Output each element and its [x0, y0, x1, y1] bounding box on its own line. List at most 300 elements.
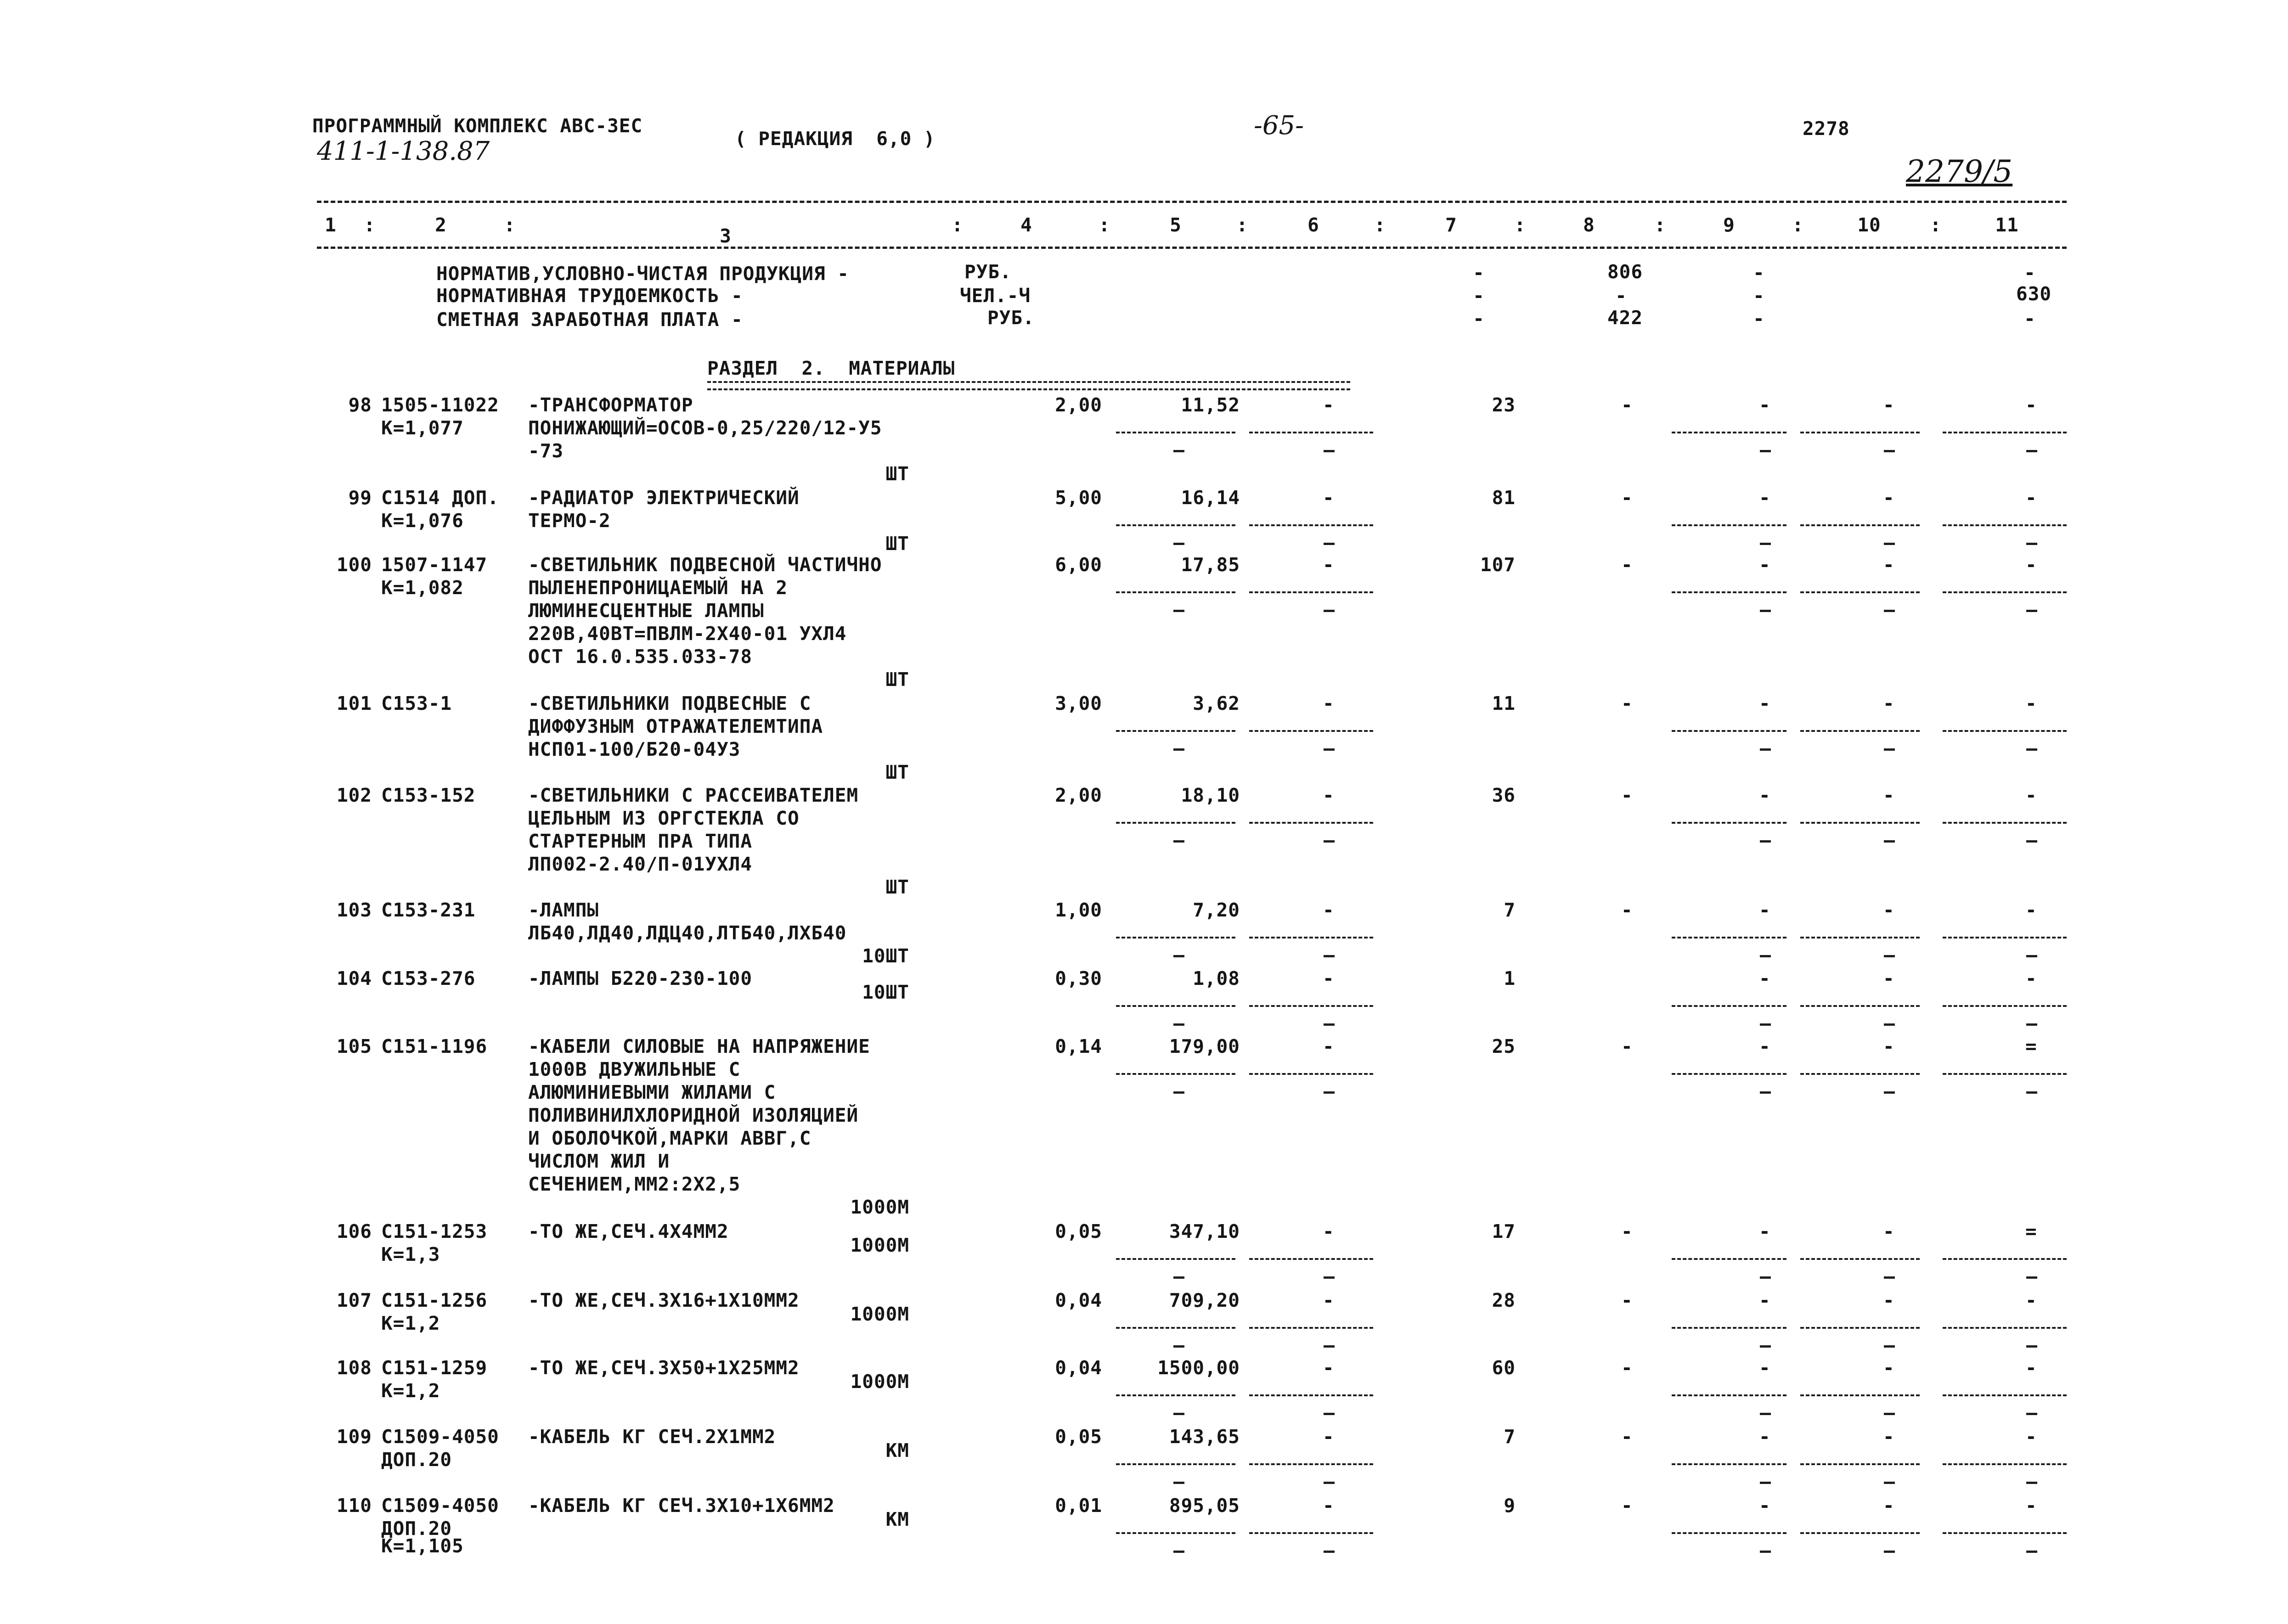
item-unit: 10ШТ	[862, 945, 909, 967]
item-coefficient: К=1,082	[381, 577, 464, 599]
c10-subtotal-rule	[1800, 1532, 1920, 1534]
header-rule-bottom	[317, 247, 2067, 249]
item-unit: ШТ	[885, 876, 909, 898]
c6-dash	[1324, 1276, 1335, 1279]
c11-subtotal-rule	[1943, 432, 2067, 433]
item-description-line: -ТРАНСФОРМАТОР	[528, 394, 693, 416]
item-number: 104	[336, 967, 372, 989]
item-description-line: -КАБЕЛЬ КГ СЕЧ.2Х1ММ2	[528, 1426, 776, 1448]
item-c8: -	[1621, 1357, 1633, 1379]
c10-subtotal-rule	[1800, 1005, 1920, 1007]
item-description-line: ДИФФУЗНЫМ ОТРАЖАТЕЛЕМТИПА	[528, 715, 823, 737]
item-c10: -	[1883, 1289, 1895, 1311]
item-c8: -	[1621, 487, 1633, 509]
c10-dash	[1884, 748, 1895, 751]
item-price: 3,62	[1193, 692, 1240, 714]
c9-subtotal-rule	[1672, 730, 1786, 732]
c10-dash	[1884, 840, 1895, 843]
col-num: 6	[1307, 214, 1319, 236]
item-description-line: И ОБОЛОЧКОЙ,МАРКИ АВВГ,С	[528, 1127, 812, 1149]
c9-dash	[1760, 1413, 1771, 1415]
c6-subtotal-rule	[1249, 1005, 1373, 1007]
item-code: С153-152	[381, 784, 476, 806]
c10-subtotal-rule	[1800, 591, 1920, 593]
item-total: 28	[1492, 1289, 1516, 1311]
col-num: 10	[1857, 214, 1881, 236]
c11-subtotal-rule	[1943, 937, 2067, 938]
item-description-line: -ТО ЖЕ,СЕЧ.4Х4ММ2	[528, 1220, 729, 1242]
col-num: 9	[1723, 214, 1735, 236]
item-coefficient: ДОП.20	[381, 1517, 452, 1540]
norm-label: НОРМАТИВ,УСЛОВНО-ЧИСТАЯ ПРОДУКЦИЯ -	[436, 263, 849, 285]
item-unit: ШТ	[885, 463, 909, 485]
item-number: 101	[336, 692, 372, 714]
item-c8: -	[1621, 1495, 1633, 1517]
item-c9: -	[1759, 1426, 1771, 1448]
item-number: 107	[336, 1289, 372, 1311]
item-unit: 1000М	[850, 1303, 909, 1325]
c10-dash	[1884, 1091, 1895, 1094]
item-description-line: -СВЕТИЛЬНИК ПОДВЕСНОЙ ЧАСТИЧНО	[528, 554, 882, 576]
item-c10: -	[1883, 394, 1895, 416]
c6-dash	[1324, 1482, 1335, 1484]
item-c11: -	[2025, 692, 2037, 714]
c10-subtotal-rule	[1800, 432, 1920, 433]
c9-dash	[1760, 1551, 1771, 1553]
price-dash	[1173, 840, 1184, 843]
c9-dash	[1760, 840, 1771, 843]
c6-dash	[1324, 450, 1335, 452]
item-c6: -	[1323, 692, 1335, 714]
item-code: С1509-4050	[381, 1495, 499, 1517]
item-c9: -	[1759, 1289, 1771, 1311]
item-price: 143,65	[1169, 1426, 1240, 1448]
price-dash	[1173, 1345, 1184, 1348]
item-c6: -	[1323, 1035, 1335, 1057]
item-c11: =	[2025, 1220, 2037, 1242]
item-unit: ШТ	[885, 533, 909, 555]
item-c9: -	[1759, 692, 1771, 714]
item-quantity: 2,00	[1055, 784, 1102, 806]
item-price: 709,20	[1169, 1289, 1240, 1311]
item-description-line: СТАРТЕРНЫМ ПРА ТИПА	[528, 830, 752, 852]
item-description-line: ЛП002-2.40/П-01УХЛ4	[528, 853, 752, 875]
item-c10: -	[1883, 1495, 1895, 1517]
item-c11: -	[2025, 967, 2037, 989]
section-title-underline	[707, 381, 1350, 390]
c10-dash	[1884, 543, 1895, 545]
c9-dash	[1760, 1345, 1771, 1348]
norm-c9: -	[1753, 262, 1765, 284]
item-quantity: 0,05	[1055, 1426, 1102, 1448]
c9-subtotal-rule	[1672, 1073, 1786, 1075]
item-total: 25	[1492, 1035, 1516, 1057]
c6-dash	[1324, 840, 1335, 843]
item-c9: -	[1759, 1495, 1771, 1517]
item-c9: -	[1759, 487, 1771, 509]
item-description-line: 220В,40ВТ=ПВЛМ-2Х40-01 УХЛ4	[528, 623, 847, 645]
item-c11: -	[2025, 394, 2037, 416]
c10-dash	[1884, 610, 1895, 612]
c9-dash	[1760, 955, 1771, 957]
c10-subtotal-rule	[1800, 730, 1920, 732]
item-total: 11	[1492, 692, 1516, 714]
item-c9: -	[1759, 1220, 1771, 1242]
project-code: 411-1-138.87	[317, 136, 490, 166]
c6-subtotal-rule	[1249, 1394, 1373, 1396]
item-c9: -	[1759, 394, 1771, 416]
item-description-line: АЛЮМИНИЕВЫМИ ЖИЛАМИ С	[528, 1081, 776, 1103]
item-c8: -	[1621, 1035, 1633, 1057]
item-c8: -	[1621, 1220, 1633, 1242]
item-description-line: -РАДИАТОР ЭЛЕКТРИЧЕСКИЙ	[528, 487, 800, 509]
c9-subtotal-rule	[1672, 591, 1786, 593]
norm-c7: -	[1473, 285, 1485, 307]
item-description-line: -ЛАМПЫ	[528, 899, 599, 921]
col-sep: :	[1099, 214, 1110, 236]
item-c10: -	[1883, 487, 1895, 509]
c9-subtotal-rule	[1672, 822, 1786, 824]
c11-subtotal-rule	[1943, 1258, 2067, 1260]
c10-subtotal-rule	[1800, 1258, 1920, 1260]
item-number: 108	[336, 1357, 372, 1379]
norm-c8: -	[1615, 285, 1627, 307]
item-c11: -	[2025, 1357, 2037, 1379]
item-c8: -	[1621, 692, 1633, 714]
col-num: 1	[325, 214, 337, 236]
item-c11: -	[2025, 554, 2037, 576]
item-price: 7,20	[1193, 899, 1240, 921]
c11-subtotal-rule	[1943, 730, 2067, 732]
item-code: 1505-11022	[381, 394, 499, 416]
item-description-line: СЕЧЕНИЕМ,ММ2:2Х2,5	[528, 1173, 741, 1195]
item-c10: -	[1883, 899, 1895, 921]
c6-subtotal-rule	[1249, 1327, 1373, 1329]
c9-subtotal-rule	[1672, 937, 1786, 938]
item-quantity: 0,14	[1055, 1035, 1102, 1057]
item-number: 109	[336, 1426, 372, 1448]
col-num: 3	[720, 225, 732, 247]
c6-dash	[1324, 748, 1335, 751]
c10-subtotal-rule	[1800, 1394, 1920, 1396]
price-dash	[1173, 748, 1184, 751]
col-sep: :	[1236, 214, 1248, 236]
c11-dash	[2026, 1345, 2037, 1348]
item-description-line: -СВЕТИЛЬНИКИ С РАССЕИВАТЕЛЕМ	[528, 784, 859, 806]
program-title: ПРОГРАММНЫЙ КОМПЛЕКС АВС-3ЕС	[312, 115, 643, 137]
item-price: 895,05	[1169, 1495, 1240, 1517]
price-dash	[1173, 1413, 1184, 1415]
price-subtotal-rule	[1116, 432, 1235, 433]
item-code: С1509-4050	[381, 1426, 499, 1448]
c9-dash	[1760, 1091, 1771, 1094]
item-price: 18,10	[1181, 784, 1240, 806]
c11-dash	[2026, 1276, 2037, 1279]
item-number: 98	[348, 394, 372, 416]
item-total: 23	[1492, 394, 1516, 416]
item-coefficient: К=1,076	[381, 510, 464, 532]
c11-dash	[2026, 1482, 2037, 1484]
item-total: 7	[1504, 1426, 1516, 1448]
c11-dash	[2026, 610, 2037, 612]
norm-c11: -	[2024, 308, 2036, 330]
norm-unit: РУБ.	[964, 261, 1012, 283]
item-quantity: 0,04	[1055, 1357, 1102, 1379]
c6-dash	[1324, 1023, 1335, 1026]
item-c6: -	[1323, 1426, 1335, 1448]
item-description-line: -ЛАМПЫ Б220-230-100	[528, 967, 752, 989]
item-unit: 1000М	[850, 1234, 909, 1256]
item-quantity: 0,30	[1055, 967, 1102, 989]
item-description-line: -ТО ЖЕ,СЕЧ.3Х16+1Х10ММ2	[528, 1289, 800, 1311]
item-unit: 10ШТ	[862, 981, 909, 1003]
col-num: 11	[1995, 214, 2019, 236]
item-description-line: ПОНИЖАЮЩИЙ=ОСОВ-0,25/220/12-У5	[528, 417, 882, 439]
item-code: С153-231	[381, 899, 476, 921]
item-code: С153-1	[381, 692, 452, 714]
item-quantity: 0,04	[1055, 1289, 1102, 1311]
item-description-line: ЧИСЛОМ ЖИЛ И	[528, 1150, 670, 1172]
c11-dash	[2026, 450, 2037, 452]
item-c10: -	[1883, 692, 1895, 714]
item-c11: -	[2025, 1426, 2037, 1448]
item-quantity: 6,00	[1055, 554, 1102, 576]
c9-subtotal-rule	[1672, 1394, 1786, 1396]
norm-c8: 806	[1607, 261, 1643, 283]
c10-dash	[1884, 1023, 1895, 1026]
item-total: 36	[1492, 784, 1516, 806]
item-c6: -	[1323, 967, 1335, 989]
c6-subtotal-rule	[1249, 1258, 1373, 1260]
price-subtotal-rule	[1116, 730, 1235, 732]
price-dash	[1173, 1276, 1184, 1279]
c11-dash	[2026, 1413, 2037, 1415]
edition-label: ( РЕДАКЦИЯ 6,0 )	[735, 128, 935, 150]
item-c8: -	[1621, 899, 1633, 921]
item-c11: -	[2025, 487, 2037, 509]
item-price: 11,52	[1181, 394, 1240, 416]
item-c11: -	[2025, 1495, 2037, 1517]
item-total: 9	[1504, 1495, 1516, 1517]
c10-dash	[1884, 1413, 1895, 1415]
c6-subtotal-rule	[1249, 937, 1373, 938]
item-c10: -	[1883, 1357, 1895, 1379]
item-number: 103	[336, 899, 372, 921]
item-unit: 1000М	[850, 1371, 909, 1393]
item-total: 1	[1504, 967, 1516, 989]
col-sep: :	[1792, 214, 1804, 236]
item-total: 107	[1480, 554, 1516, 576]
c6-dash	[1324, 955, 1335, 957]
item-unit: КМ	[885, 1508, 909, 1530]
item-c9: -	[1759, 1357, 1771, 1379]
item-c8: -	[1621, 1289, 1633, 1311]
col-sep: :	[1374, 214, 1386, 236]
c6-dash	[1324, 610, 1335, 612]
item-c6: -	[1323, 554, 1335, 576]
item-number: 102	[336, 784, 372, 806]
c6-subtotal-rule	[1249, 432, 1373, 433]
item-coefficient: К=1,2	[381, 1312, 440, 1334]
item-description-line: 1000В ДВУЖИЛЬНЫЕ С	[528, 1058, 741, 1080]
c9-dash	[1760, 748, 1771, 751]
c6-subtotal-rule	[1249, 730, 1373, 732]
item-c6: -	[1323, 784, 1335, 806]
item-coefficient: К=1,105	[381, 1535, 464, 1557]
item-c6: -	[1323, 1495, 1335, 1517]
item-quantity: 3,00	[1055, 692, 1102, 714]
item-description-line: ТЕРМО-2	[528, 510, 611, 532]
col-num: 8	[1583, 214, 1595, 236]
price-subtotal-rule	[1116, 1327, 1235, 1329]
item-c11: -	[2025, 1289, 2037, 1311]
c9-dash	[1760, 543, 1771, 545]
c11-subtotal-rule	[1943, 591, 2067, 593]
price-subtotal-rule	[1116, 1394, 1235, 1396]
c10-subtotal-rule	[1800, 822, 1920, 824]
c11-subtotal-rule	[1943, 1327, 2067, 1329]
item-unit: ШТ	[885, 761, 909, 783]
col-sep: :	[1654, 214, 1666, 236]
item-description-line: -СВЕТИЛЬНИКИ ПОДВЕСНЫЕ С	[528, 692, 812, 714]
item-description-line: -КАБЕЛЬ КГ СЕЧ.3Х10+1Х6ММ2	[528, 1495, 835, 1517]
c11-subtotal-rule	[1943, 1463, 2067, 1465]
c9-dash	[1760, 1482, 1771, 1484]
c10-dash	[1884, 1551, 1895, 1553]
item-c6: -	[1323, 1357, 1335, 1379]
c9-subtotal-rule	[1672, 432, 1786, 433]
c11-dash	[2026, 1023, 2037, 1026]
price-subtotal-rule	[1116, 822, 1235, 824]
item-unit: ШТ	[885, 669, 909, 691]
section-title: РАЗДЕЛ 2. МАТЕРИАЛЫ	[707, 357, 955, 379]
item-number: 106	[336, 1220, 372, 1242]
c11-dash	[2026, 955, 2037, 957]
c9-subtotal-rule	[1672, 1327, 1786, 1329]
price-dash	[1173, 1482, 1184, 1484]
item-c10: -	[1883, 1035, 1895, 1057]
c6-subtotal-rule	[1249, 1073, 1373, 1075]
item-code: 1507-1147	[381, 554, 488, 576]
item-unit: КМ	[885, 1439, 909, 1461]
col-num: 7	[1445, 214, 1457, 236]
item-quantity: 0,05	[1055, 1220, 1102, 1242]
item-quantity: 0,01	[1055, 1495, 1102, 1517]
item-number: 100	[336, 554, 372, 576]
item-price: 1500,00	[1157, 1357, 1240, 1379]
price-subtotal-rule	[1116, 1532, 1235, 1534]
item-price: 17,85	[1181, 554, 1240, 576]
item-c10: -	[1883, 554, 1895, 576]
c6-subtotal-rule	[1249, 524, 1373, 526]
document-number: 2278	[1803, 118, 1850, 140]
c10-dash	[1884, 450, 1895, 452]
c10-dash	[1884, 1345, 1895, 1348]
col-num: 2	[435, 214, 447, 236]
item-price: 347,10	[1169, 1220, 1240, 1242]
norm-c9: -	[1753, 308, 1765, 330]
item-description-line: -КАБЕЛИ СИЛОВЫЕ НА НАПРЯЖЕНИЕ	[528, 1035, 870, 1057]
c9-dash	[1760, 610, 1771, 612]
price-dash	[1173, 1551, 1184, 1553]
item-unit: 1000М	[850, 1196, 909, 1218]
item-c11: -	[2025, 899, 2037, 921]
c6-dash	[1324, 1551, 1335, 1553]
c6-subtotal-rule	[1249, 591, 1373, 593]
c6-dash	[1324, 1413, 1335, 1415]
item-c8: -	[1621, 784, 1633, 806]
item-code: С151-1256	[381, 1289, 488, 1311]
item-description-line: ПОЛИВИНИЛХЛОРИДНОЙ ИЗОЛЯЦИЕЙ	[528, 1104, 859, 1126]
item-c6: -	[1323, 1289, 1335, 1311]
c11-subtotal-rule	[1943, 1394, 2067, 1396]
norm-c7: -	[1473, 308, 1485, 330]
col-sep: :	[364, 214, 376, 236]
item-c9: -	[1759, 1035, 1771, 1057]
norm-c11: -	[2024, 262, 2036, 284]
c11-subtotal-rule	[1943, 1005, 2067, 1007]
price-subtotal-rule	[1116, 1005, 1235, 1007]
item-description-line: НСП01-100/Б20-04У3	[528, 738, 741, 760]
price-dash	[1173, 450, 1184, 452]
c6-subtotal-rule	[1249, 822, 1373, 824]
item-description-line: ЛЮМИНЕСЦЕНТНЫЕ ЛАМПЫ	[528, 600, 764, 622]
item-code: С151-1253	[381, 1220, 488, 1242]
item-c6: -	[1323, 1220, 1335, 1242]
item-c8: -	[1621, 554, 1633, 576]
c11-dash	[2026, 1091, 2037, 1094]
norm-unit: ЧЕЛ.-Ч	[960, 285, 1031, 307]
c6-subtotal-rule	[1249, 1463, 1373, 1465]
item-price: 179,00	[1169, 1035, 1240, 1057]
price-subtotal-rule	[1116, 591, 1235, 593]
item-number: 99	[348, 487, 372, 509]
item-code: С153-276	[381, 967, 476, 989]
c10-subtotal-rule	[1800, 1073, 1920, 1075]
item-total: 17	[1492, 1220, 1516, 1242]
c6-dash	[1324, 1091, 1335, 1094]
item-c11: -	[2025, 784, 2037, 806]
price-subtotal-rule	[1116, 1258, 1235, 1260]
c9-subtotal-rule	[1672, 524, 1786, 526]
c9-dash	[1760, 450, 1771, 452]
item-quantity: 1,00	[1055, 899, 1102, 921]
c11-dash	[2026, 1551, 2037, 1553]
c9-subtotal-rule	[1672, 1258, 1786, 1260]
item-description-line: -ТО ЖЕ,СЕЧ.3Х50+1Х25ММ2	[528, 1357, 800, 1379]
c10-subtotal-rule	[1800, 937, 1920, 938]
item-description-line: ЛБ40,ЛД40,ЛДЦ40,ЛТБ40,ЛХБ40	[528, 922, 847, 944]
item-coefficient: ДОП.20	[381, 1449, 452, 1471]
c11-subtotal-rule	[1943, 1073, 2067, 1075]
item-total: 81	[1492, 487, 1516, 509]
price-dash	[1173, 1023, 1184, 1026]
col-num: 4	[1020, 214, 1032, 236]
c6-dash	[1324, 1345, 1335, 1348]
price-dash	[1173, 543, 1184, 545]
item-number: 105	[336, 1035, 372, 1057]
item-code: С1514 ДОП.	[381, 487, 499, 509]
c9-subtotal-rule	[1672, 1005, 1786, 1007]
col-num: 5	[1170, 214, 1182, 236]
sheet-number: 2279/5	[1906, 154, 2013, 189]
item-c10: -	[1883, 1220, 1895, 1242]
item-c8: -	[1621, 394, 1633, 416]
item-description-line: ОСТ 16.0.535.033-78	[528, 646, 752, 668]
c11-dash	[2026, 840, 2037, 843]
item-c8: -	[1621, 1426, 1633, 1448]
item-coefficient: К=1,3	[381, 1243, 440, 1265]
